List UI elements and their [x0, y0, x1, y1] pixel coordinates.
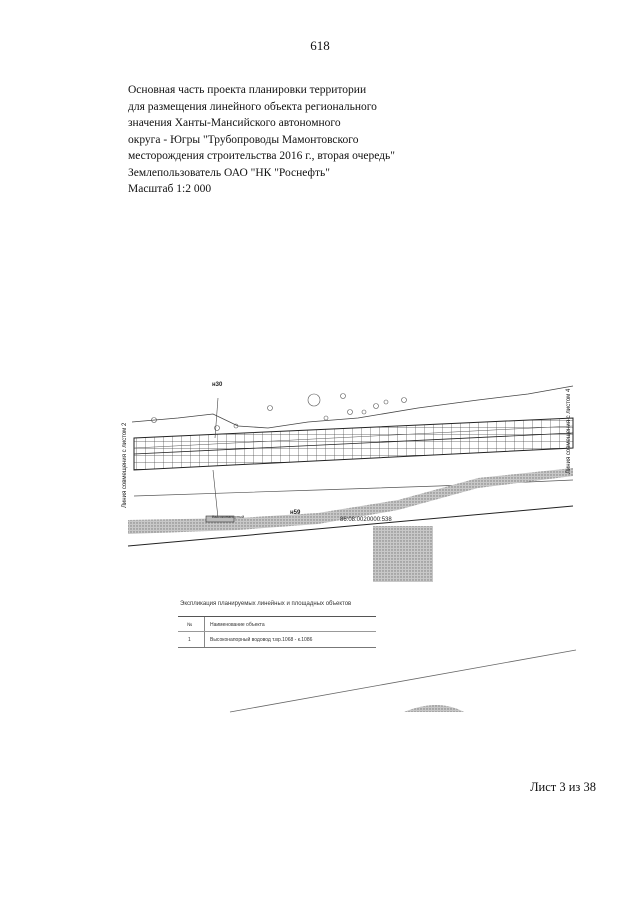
title-line: значения Ханты-Мансийского автономного — [128, 117, 341, 129]
point-label-n30: н30 — [212, 382, 223, 388]
object-tag-label: Высоконапорный — [212, 514, 245, 519]
road-band — [128, 468, 573, 534]
title-block — [128, 82, 458, 198]
title-line: для размещения линейного объекта регионального — [128, 100, 377, 113]
sheet-number: Лист 3 из 38 — [530, 780, 596, 794]
tree-symbols — [152, 394, 407, 431]
pipeline-corridor — [134, 418, 573, 470]
legend-row-number: 1 — [188, 637, 191, 643]
dotted-mound — [404, 705, 464, 712]
legend-header-name: Наименование объекта — [210, 622, 265, 628]
lower-sketch-drawing — [228, 648, 580, 720]
cadastral-number-label: 86:08:0020000:538 — [340, 517, 392, 523]
legend-title: Экспликация планируемых линейных и площадных объектов — [180, 601, 352, 607]
lower-sketch — [228, 648, 580, 720]
legend-table — [178, 616, 376, 648]
match-line-left: Линия совмещения с листом 2 — [122, 422, 128, 508]
scale-line: Масштаб 1:2 000 — [128, 183, 212, 195]
diagonal-line — [230, 650, 576, 712]
title-line: месторождения строительства 2016 г., вторая очередь" — [128, 150, 395, 162]
map-drawing — [118, 378, 588, 590]
match-line-right: Линия совмещения с листом 4 — [566, 388, 572, 474]
planning-map — [118, 378, 588, 590]
parcel-block — [373, 526, 433, 582]
legend-row-name: Высоконапорный водовод т.вр.1068 - к.1086 — [210, 637, 313, 643]
title-line: округа - Югры "Трубопроводы Мамонтовского — [128, 133, 359, 146]
land-user-line: Землепользователь ОАО "НК "Роснефть" — [128, 166, 330, 179]
legend-header-number: № — [187, 622, 193, 628]
title-line: Основная часть проекта планировки территории — [128, 84, 367, 96]
page-number: 618 — [310, 38, 330, 53]
point-label-n59: н59 — [290, 510, 301, 516]
